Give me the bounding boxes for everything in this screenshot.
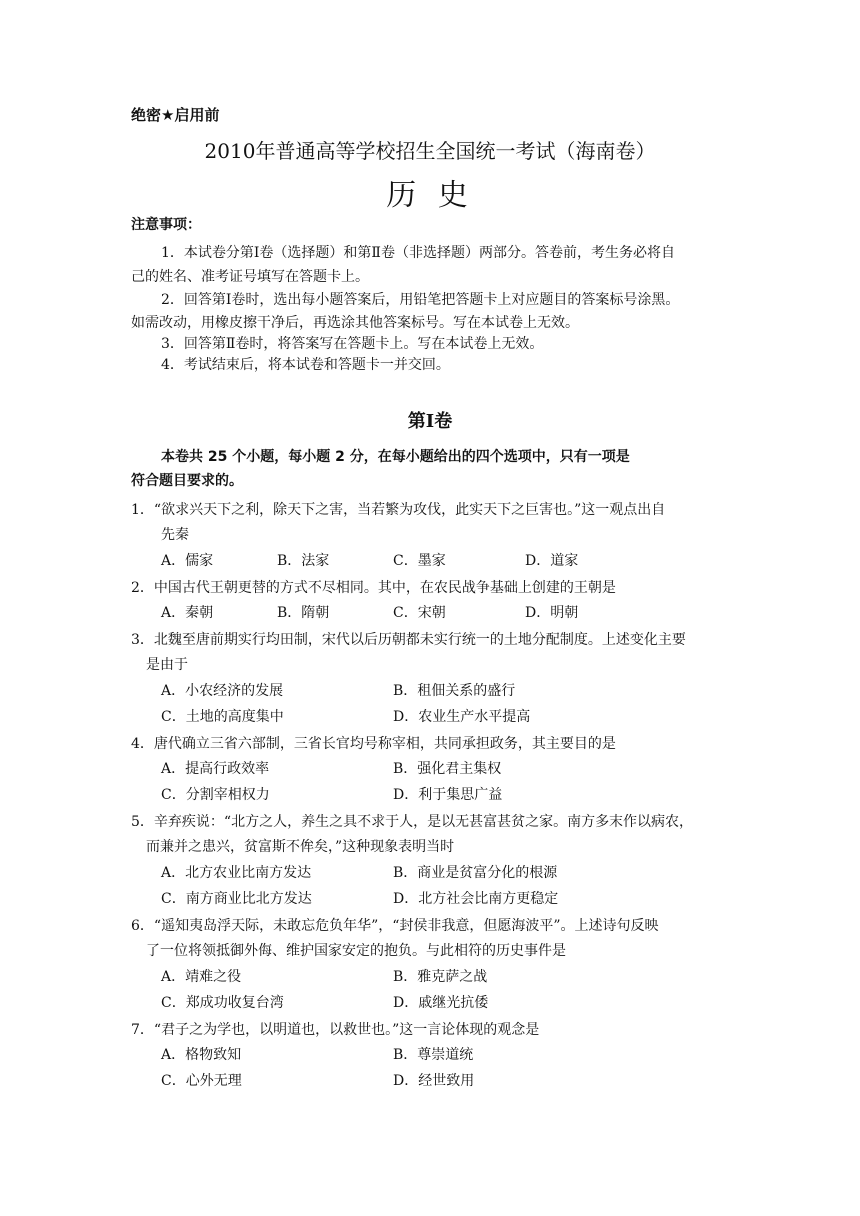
question-3-stem-line-1: 3．北魏至唐前期实行均田制，宋代以后历朝都未实行统一的土地分配制度。上述变化主要 <box>131 632 686 648</box>
question-1-option-c: C．墨家 <box>393 553 446 569</box>
question-5-option-d: D．北方社会比南方更稳定 <box>393 891 559 907</box>
question-4-option-b: B．强化君主集权 <box>393 761 502 777</box>
question-2-stem-line-1: 2．中国古代王朝更替的方式不尽相同。其中，在农民战争基础上创建的王朝是 <box>131 580 616 596</box>
question-2-option-a: A．秦朝 <box>161 605 214 621</box>
question-4-option-a: A．提高行政效率 <box>161 761 270 777</box>
question-7-stem-line-1: 7．“君子之为学也，以明道也，以救世也。”这一言论体现的观念是 <box>131 1022 540 1038</box>
question-4-option-d: D．利于集思广益 <box>393 787 503 803</box>
question-3-option-d: D．农业生产水平提高 <box>393 709 531 725</box>
section-title: 第Ⅰ卷 <box>407 411 453 432</box>
question-7-option-c: C．心外无理 <box>161 1073 242 1089</box>
question-5-stem-line-1: 5．辛弃疾说：“北方之人，养生之具不求于人，是以无甚富甚贫之家。南方多末作以病农， <box>131 814 694 830</box>
question-1-option-a: A．儒家 <box>161 553 214 569</box>
question-6-option-a: A．靖难之役 <box>161 969 242 985</box>
question-6-stem-line-2: 了一位将领抵御外侮、维护国家安定的抱负。与此相符的历史事件是 <box>146 943 566 959</box>
question-6-option-c: C．郑成功收复台湾 <box>161 995 284 1011</box>
question-3-option-a: A．小农经济的发展 <box>161 683 284 699</box>
question-3-option-c: C．土地的高度集中 <box>161 709 284 725</box>
question-3-stem-line-2: 是由于 <box>146 657 188 673</box>
question-2-option-d: D．明朝 <box>525 605 579 621</box>
question-2-option-c: C．宋朝 <box>393 605 446 621</box>
subject-title: 历 史 <box>386 178 474 213</box>
section-intro-line-2: 符合题目要求的。 <box>131 473 243 489</box>
question-5-option-b: B．商业是贫富分化的根源 <box>393 865 558 881</box>
question-6-stem-line-1: 6．“遥知夷岛浮天际，未敢忘危负年华”，“封侯非我意，但愿海波平”。上述诗句反映 <box>131 918 659 934</box>
question-3-option-b: B．租佃关系的盛行 <box>393 683 516 699</box>
question-1-stem-line-2: 先秦 <box>161 527 189 543</box>
question-1-option-b: B．法家 <box>277 553 330 569</box>
question-2-option-b: B．隋朝 <box>277 605 330 621</box>
notice-item-2-line-2: 如需改动，用橡皮擦干净后，再选涂其他答案标号。写在本试卷上无效。 <box>131 315 579 331</box>
notice-item-3: 3．回答第Ⅱ卷时，将答案写在答题卡上。写在本试卷上无效。 <box>161 336 544 352</box>
section-intro-line-1: 本卷共 25 个小题，每小题 2 分，在每小题给出的四个选项中，只有一项是 <box>161 449 630 465</box>
question-7-option-d: D．经世致用 <box>393 1073 475 1089</box>
question-5-option-a: A．北方农业比南方发达 <box>161 865 312 881</box>
question-4-stem-line-1: 4．唐代确立三省六部制，三省长官均号称宰相，共同承担政务，其主要目的是 <box>131 736 616 752</box>
question-6-option-d: D．戚继光抗倭 <box>393 995 489 1011</box>
question-1-option-d: D．道家 <box>525 553 579 569</box>
notice-item-4: 4．考试结束后，将本试卷和答题卡一并交回。 <box>161 357 450 373</box>
question-4-option-c: C．分割宰相权力 <box>161 787 270 803</box>
secret-label: 绝密★启用前 <box>131 106 220 124</box>
question-7-option-b: B．尊崇道统 <box>393 1047 474 1063</box>
question-5-option-c: C．南方商业比北方发达 <box>161 891 312 907</box>
question-7-option-a: A．格物致知 <box>161 1047 242 1063</box>
question-1-stem-line-1: 1．“欲求兴天下之利，除天下之害，当若繁为攻伐，此实天下之巨害也。”这一观点出自 <box>131 502 666 518</box>
notice-item-2-line-1: 2．回答第Ⅰ卷时，选出每小题答案后，用铅笔把答题卡上对应题目的答案标号涂黑。 <box>161 292 680 308</box>
question-6-option-b: B．雅克萨之战 <box>393 969 488 985</box>
exam-title: 2010年普通高等学校招生全国统一考试（海南卷） <box>204 139 656 163</box>
notice-item-1-line-1: 1．本试卷分第Ⅰ卷（选择题）和第Ⅱ卷（非选择题）两部分。答卷前，考生务必将自 <box>161 245 675 261</box>
notice-heading: 注意事项： <box>131 217 201 233</box>
question-5-stem-line-2: 而兼并之患兴，贫富斯不侔矣，”这种现象表明当时 <box>146 839 455 855</box>
notice-item-1-line-2: 己的姓名、准考证号填写在答题卡上。 <box>131 269 369 285</box>
